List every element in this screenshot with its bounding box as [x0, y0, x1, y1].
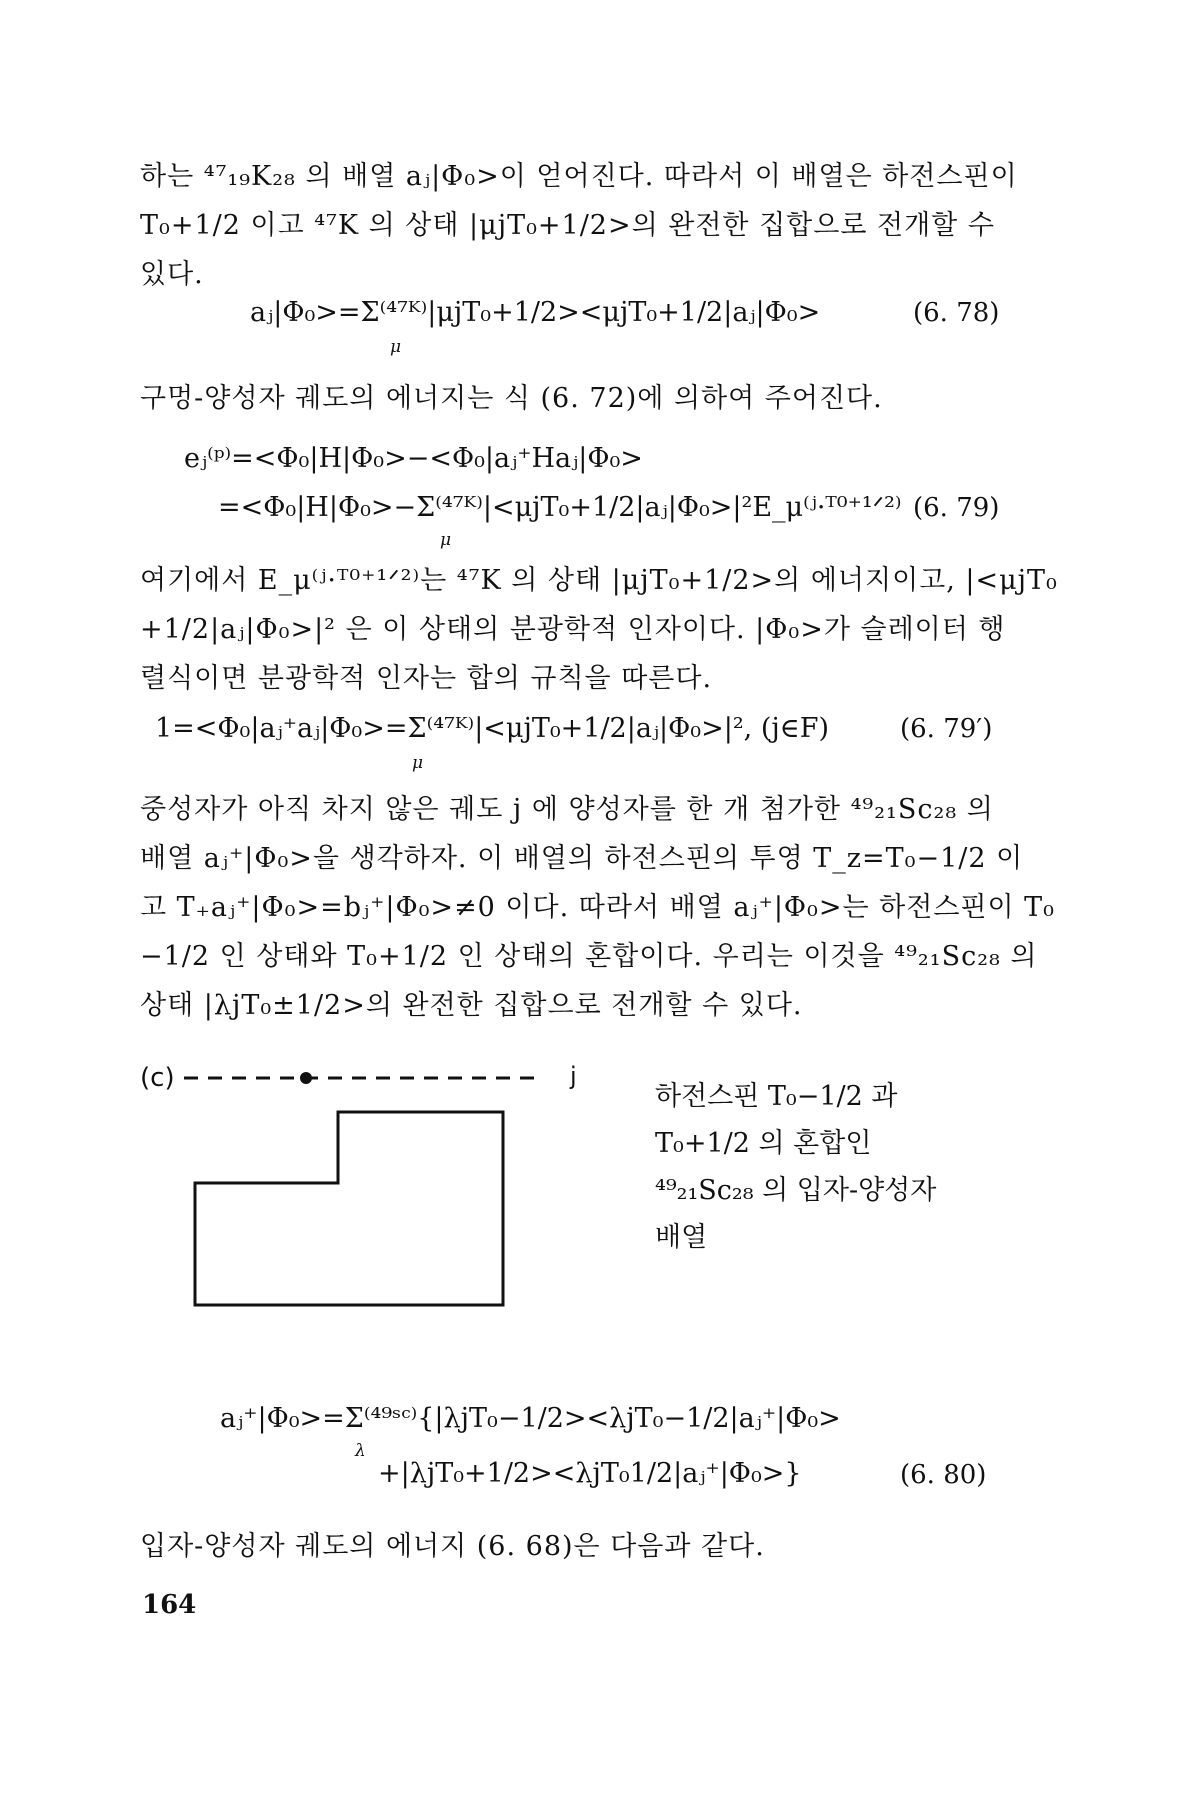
figure-label: (c) [140, 1063, 175, 1093]
text-line: 있다. [140, 259, 204, 290]
equation-6-78: aⱼ|Φ₀>=Σ⁽⁴⁷ᴷ⁾|μjT₀+1/2><μjT₀+1/2|aⱼ|Φ₀> [250, 297, 821, 328]
sum-index: μ [412, 753, 424, 773]
caption-line: 하전스핀 T₀−1/2 과 [655, 1081, 898, 1112]
text-line: −1/2 인 상태와 T₀+1/2 인 상태의 혼합이다. 우리는 이것을 ⁴⁹₂₁Sc₂₈ 의 [140, 941, 1038, 972]
text-line: 상태 |λjT₀±1/2>의 완전한 집합으로 전개할 수 있다. [140, 990, 803, 1021]
text-line: 입자-양성자 궤도의 에너지 (6. 68)은 다음과 같다. [140, 1531, 765, 1562]
equation-number: (6. 79′) [900, 714, 993, 744]
text-line: T₀+1/2 이고 ⁴⁷K 의 상태 |μjT₀+1/2>의 완전한 집합으로 전개할 수 [140, 210, 995, 241]
paragraph-1 [140, 152, 1060, 299]
caption-line: 배열 [655, 1222, 708, 1253]
equation-6-80-line-2: +|λjT₀+1/2><λjT₀1/2|aⱼ⁺|Φ₀>} [378, 1458, 802, 1489]
text-line: 구멍-양성자 궤도의 에너지는 식 (6. 72)에 의하여 주어진다. [140, 383, 883, 414]
equation-6-80-line-1: aⱼ⁺|Φ₀>=Σ⁽⁴⁹ˢᶜ⁾{|λjT₀−1/2><λjT₀−1/2|aⱼ⁺|Φ₀> [220, 1403, 841, 1434]
text-line: 배열 aⱼ⁺|Φ₀>을 생각하자. 이 배열의 하전스핀의 투영 T_z=T₀−1/2 이 [140, 843, 1024, 874]
caption-line: T₀+1/2 의 혼합인 [655, 1128, 872, 1159]
caption-line: ⁴⁹₂₁Sc₂₈ 의 입자-양성자 [655, 1175, 937, 1206]
particle-proton-configuration-diagram [140, 1060, 580, 1360]
text-line: 여기에서 E_μ⁽ʲ·ᵀ⁰⁺¹ᐟ²⁾는 ⁴⁷K 의 상태 |μjT₀+1/2>의 에너지이고, |<μjT₀ [140, 565, 1058, 596]
paragraph-2 [140, 374, 1060, 423]
paragraph-4 [140, 785, 1060, 1030]
equation-6-79-prime: 1=<Φ₀|aⱼ⁺aⱼ|Φ₀>=Σ⁽⁴⁷ᴷ⁾|<μjT₀+1/2|aⱼ|Φ₀>|², (j∈F) [155, 713, 829, 744]
equation-6-79-line-1: eⱼ⁽ᵖ⁾=<Φ₀|H|Φ₀>−<Φ₀|aⱼ⁺Haⱼ|Φ₀> [184, 443, 643, 474]
sum-index: μ [440, 530, 452, 550]
paragraph-5 [140, 1522, 1060, 1571]
figure-caption [655, 1073, 955, 1261]
sum-index: λ [355, 1441, 366, 1461]
text-line: +1/2|aⱼ|Φ₀>|² 은 이 상태의 분광학적 인자이다. |Φ₀>가 슬레이터 행 [140, 614, 1006, 645]
text-line: 중성자가 아직 차지 않은 궤도 j 에 양성자를 한 개 첨가한 ⁴⁹₂₁Sc₂₈ 의 [140, 794, 994, 825]
filled-core-shape [195, 1112, 503, 1305]
page-number: 164 [142, 1590, 197, 1620]
proton-dot [300, 1072, 312, 1084]
text-line: 하는 ⁴⁷₁₉K₂₈ 의 배열 aⱼ|Φ₀>이 얻어진다. 따라서 이 배열은 하전스핀이 [140, 161, 1018, 192]
equation-6-79-line-2: =<Φ₀|H|Φ₀>−Σ⁽⁴⁷ᴷ⁾|<μjT₀+1/2|aⱼ|Φ₀>|²E_μ⁽ʲ·ᵀ⁰⁺¹ᐟ²⁾ [218, 492, 902, 523]
paragraph-3 [140, 556, 1060, 703]
equation-number: (6. 80) [900, 1460, 987, 1490]
orbit-label: j [570, 1062, 577, 1090]
text-line: 고 T₊aⱼ⁺|Φ₀>=bⱼ⁺|Φ₀>≠0 이다. 따라서 배열 aⱼ⁺|Φ₀>는 하전스핀이 T₀ [140, 892, 1055, 923]
equation-number: (6. 79) [913, 493, 1000, 523]
sum-index: μ [390, 337, 402, 357]
equation-number: (6. 78) [913, 298, 1000, 328]
text-line: 렬식이면 분광학적 인자는 합의 규칙을 따른다. [140, 663, 713, 694]
